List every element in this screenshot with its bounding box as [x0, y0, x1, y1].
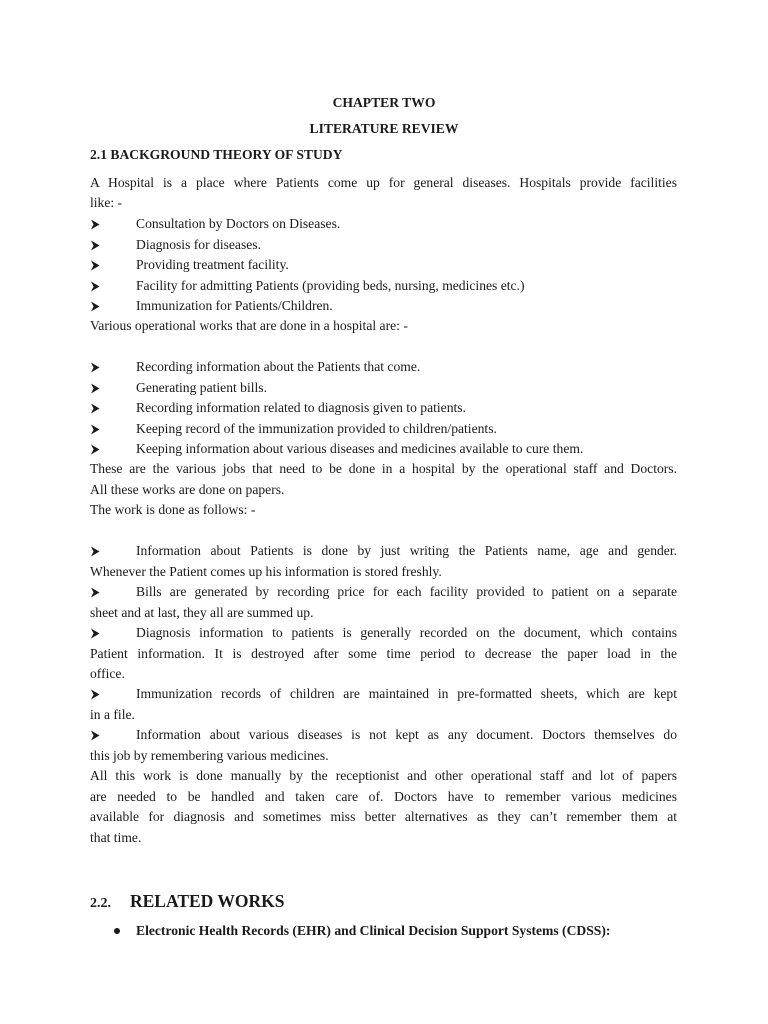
operations-intro: Various operational works that are done in a hospital are: -	[90, 318, 408, 333]
related-works-number: 2.2.	[90, 896, 111, 911]
work-item-line: in a file.	[90, 707, 135, 722]
work-item-line: Patient information. It is destroyed after some time period to decrease the paper load in the	[90, 646, 677, 661]
arrow-bullet-icon	[90, 420, 104, 435]
related-works-heading	[90, 890, 284, 915]
list-item: Diagnosis for diseases.	[136, 237, 261, 252]
arrow-bullet-icon	[90, 358, 104, 373]
list-item: Generating patient bills.	[136, 380, 267, 395]
arrow-bullet-icon	[90, 440, 104, 455]
arrow-bullet-icon	[90, 256, 104, 271]
jobs-paragraph-line: All these works are done on papers.	[90, 482, 285, 497]
list-item: Facility for admitting Patients (providing beds, nursing, medicines etc.)	[136, 278, 525, 293]
intro-paragraph-line: like: -	[90, 195, 123, 210]
arrow-bullet-icon	[90, 277, 104, 292]
jobs-paragraph-line: These are the various jobs that need to be done in a hospital by the operational staff and Doctors.	[90, 461, 677, 476]
related-works-title: RELATED WORKS	[130, 891, 285, 911]
closing-paragraph-line: that time.	[90, 830, 142, 845]
ehr-list-item: Electronic Health Records (EHR) and Clinical Decision Support Systems (CDSS):	[136, 923, 611, 938]
work-item-line: this job by remembering various medicines.	[90, 748, 329, 763]
arrow-bullet-icon	[90, 236, 104, 251]
list-item: Recording information related to diagnosis given to patients.	[136, 400, 466, 415]
closing-paragraph-line: available for diagnosis and sometimes miss better alternatives as they can’t remember them at	[90, 809, 677, 824]
arrow-bullet-icon	[90, 399, 104, 414]
chapter-heading: CHAPTER TWO	[332, 95, 436, 110]
list-item: Recording information about the Patients that come.	[136, 359, 421, 374]
intro-paragraph-line: A Hospital is a place where Patients come up for general diseases. Hospitals provide facilities	[90, 175, 677, 190]
work-item-line: office.	[90, 666, 125, 681]
section-heading: LITERATURE REVIEW	[309, 121, 459, 136]
list-item: Providing treatment facility.	[136, 257, 289, 272]
work-item-line: Whenever the Patient comes up his information is stored freshly.	[90, 564, 442, 579]
arrow-bullet-icon	[90, 379, 104, 394]
work-item-line: Bills are generated by recording price for each facility provided to patient on a separate	[136, 584, 677, 599]
closing-paragraph-line: All this work is done manually by the receptionist and other operational staff and lot of papers	[90, 768, 677, 783]
work-item-line: Immunization records of children are maintained in pre-formatted sheets, which are kept	[136, 686, 677, 701]
closing-paragraph-line: are needed to be handled and taken care of. Doctors have to remember various medicines	[90, 789, 677, 804]
work-item-line: sheet and at last, they all are summed up.	[90, 605, 314, 620]
work-item-line: Information about Patients is done by just writing the Patients name, age and gender.	[136, 543, 677, 558]
list-item: Keeping information about various diseases and medicines available to cure them.	[136, 441, 584, 456]
subsection-heading: 2.1 BACKGROUND THEORY OF STUDY	[90, 147, 343, 162]
list-item: Keeping record of the immunization provided to children/patients.	[136, 421, 497, 436]
work-item-line: Information about various diseases is not kept as any document. Doctors themselves do	[136, 727, 677, 742]
work-intro: The work is done as follows: -	[90, 502, 256, 517]
arrow-bullet-icon	[90, 297, 104, 312]
arrow-bullet-icon	[90, 215, 104, 230]
list-item: Consultation by Doctors on Diseases.	[136, 216, 341, 231]
list-item: Immunization for Patients/Children.	[136, 298, 333, 313]
work-item-line: Diagnosis information to patients is generally recorded on the document, which contains	[136, 625, 677, 640]
bullet-dot-icon	[114, 928, 120, 934]
